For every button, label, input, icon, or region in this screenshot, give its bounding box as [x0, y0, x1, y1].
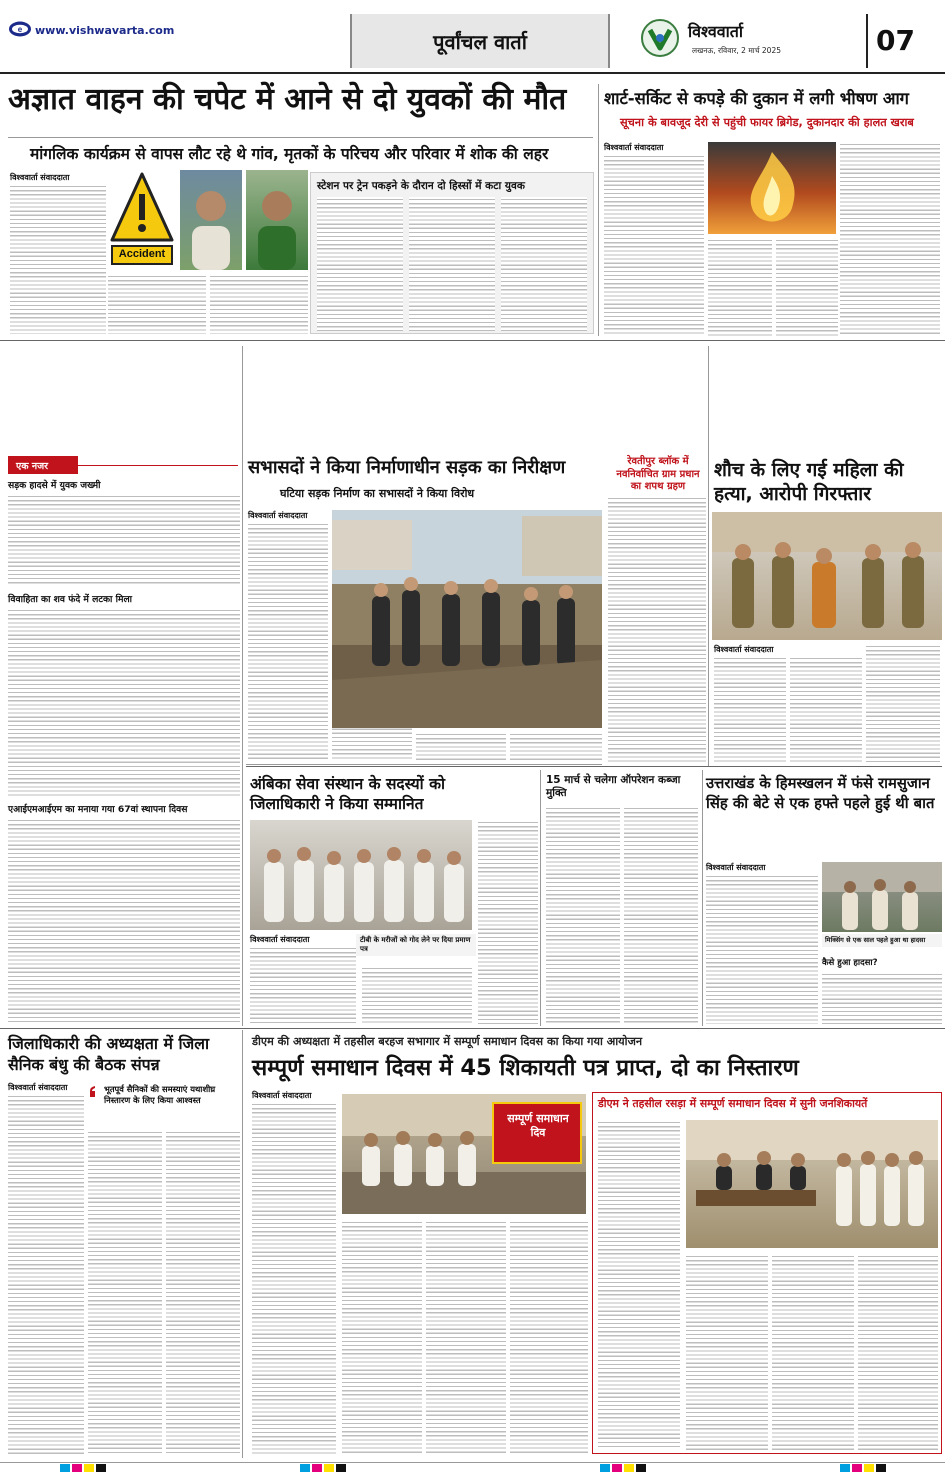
samadhan-body-col4	[510, 1220, 588, 1454]
pull-quote-icon	[88, 1084, 102, 1098]
uttarakhand-subhead: कैसे हुआ हादसा?	[822, 958, 878, 968]
samadhan-body-col1	[252, 1102, 336, 1454]
victim-photo-1	[180, 170, 242, 270]
rasda-body-col3	[772, 1254, 854, 1450]
ambika-body-col3	[478, 820, 538, 1024]
road-body-col4	[510, 732, 602, 760]
road-body-col3	[416, 732, 506, 760]
train-inset-box	[310, 172, 594, 334]
sainik-headline: जिलाधिकारी की अध्यक्षता में जिला सैनिक बंधु की बैठक संपन्न	[8, 1034, 210, 1074]
samadhan-headline: सम्पूर्ण समाधान दिवस में 45 शिकायती पत्र प्राप्त, दो का निस्तारण	[252, 1055, 799, 1081]
police-group-icon	[712, 512, 942, 640]
sainik-body-col3	[166, 1130, 240, 1454]
ambika-headline: अंबिका सेवा संस्थान के सदस्यों को जिलाधिकारी ने किया सम्मानित	[250, 775, 446, 813]
murder-body-col2	[790, 656, 862, 762]
victim-photo-2	[246, 170, 308, 270]
print-registration-strip	[0, 1458, 945, 1474]
accident-label: Accident	[118, 248, 166, 260]
arrest-photo	[712, 512, 942, 640]
samadhan-meeting-photo	[342, 1094, 586, 1214]
uttarakhand-photo	[822, 862, 942, 932]
oath-body	[608, 496, 706, 762]
brand-logo-icon	[640, 18, 680, 58]
rasda-body-col4	[858, 1254, 938, 1450]
page-number: 07	[876, 24, 915, 57]
lead-subhead: मांगलिक कार्यक्रम से वापस लौट रहे थे गांव, मृतकों के परिचय और परिवार में शोक की लहर	[30, 145, 549, 163]
uttarakhand-body-col2	[822, 972, 942, 1024]
fire-body-col2	[708, 238, 772, 336]
murder-headline: शौच के लिए गई महिला की हत्या, आरोपी गिरफ्तार	[714, 459, 904, 505]
sainik-body-col1	[8, 1094, 84, 1454]
sainik-body-col2	[88, 1130, 162, 1454]
operation-body-col2	[624, 806, 698, 1024]
fire-body-col1	[604, 154, 704, 336]
murder-byline: विश्ववार्ता संवाददाता	[714, 645, 774, 654]
site-url[interactable]: www.vishwavarta.com	[35, 24, 175, 37]
fire-byline: विश्ववार्ता संवाददाता	[604, 143, 664, 152]
family-photo-icon	[822, 862, 942, 932]
ek-nazar-item-body	[8, 608, 240, 796]
fire-photo	[708, 142, 836, 234]
ek-nazar-item-body	[8, 818, 240, 1022]
samadhan-byline: विश्ववार्ता संवाददाता	[252, 1091, 312, 1100]
uttarakhand-byline: विश्ववार्ता संवाददाता	[706, 863, 766, 872]
ek-nazar-item-body	[8, 494, 240, 586]
lead-body-col2	[108, 274, 206, 334]
rasda-headline: डीएम ने तहसील रसड़ा में सम्पूर्ण समाधान दिवस में सुनी जनशिकायतें	[598, 1097, 868, 1110]
samadhan-kicker: डीएम की अध्यक्षता में तहसील बरहज सभागार में सम्पूर्ण समाधान दिवस का किया गया आयोजन	[252, 1035, 643, 1048]
ambika-body-col1	[250, 946, 356, 1024]
ambika-byline: विश्ववार्ता संवाददाता	[250, 935, 310, 944]
samadhan-body-col2	[342, 1220, 422, 1454]
brand-name: विश्ववार्ता	[688, 22, 744, 41]
person-icon	[180, 170, 242, 270]
section-title-bar	[350, 14, 610, 68]
operation-body-col1	[546, 806, 620, 1024]
ek-nazar-title: एक नजर	[16, 461, 49, 472]
svg-text:e: e	[17, 25, 23, 34]
site-logo-icon	[8, 20, 32, 38]
rasda-body-col2	[686, 1254, 768, 1450]
samadhan-banner-text: सम्पूर्ण समाधान दिव	[507, 1112, 569, 1139]
uttarakhand-body-col1	[706, 874, 818, 1024]
samadhan-banner	[492, 1102, 582, 1164]
uttarakhand-photo-caption: मिक्सिंग से एक साल पहले हुआ था हादसा	[822, 934, 942, 947]
sainik-pull-quote: भूतपूर्व सैनिकों की समस्याएं यथाशीघ्र निस्तारण के लिए किया आश्वस्त	[104, 1084, 216, 1105]
accident-sign-photo	[108, 170, 176, 270]
fire-headline: शार्ट-सर्किट से कपड़े की दुकान में लगी भीषण आग	[604, 89, 909, 108]
lead-body-col3	[210, 274, 308, 334]
ambika-body-col2	[362, 966, 472, 1024]
murder-body-col3	[866, 644, 940, 762]
sainik-byline: विश्ववार्ता संवाददाता	[8, 1083, 68, 1092]
lead-body-col1	[10, 184, 106, 334]
dateline: लखनऊ, रविवार, 2 मार्च 2025	[692, 46, 781, 55]
ek-nazar-item-heading: एआईएमआईएम का मनाया गया 67वां स्थापना दिवस	[8, 804, 188, 815]
road-inspection-photo	[332, 510, 602, 728]
person-icon	[246, 170, 308, 270]
ek-nazar-tab	[8, 456, 78, 474]
flame-icon	[708, 142, 836, 234]
ambika-photo-caption: टीबी के मरीजों को गोद लेने पर दिया प्रमाण पत्र	[356, 934, 476, 956]
ambika-felicitation-photo	[250, 820, 472, 930]
public-hearing-icon	[686, 1120, 938, 1248]
road-headline: सभासदों ने किया निर्माणाधीन सड़क का निरीक्षण	[248, 457, 566, 478]
people-group-icon	[250, 820, 472, 930]
lead-byline: विश्ववार्ता संवाददाता	[10, 173, 70, 182]
uttarakhand-headline: उत्तराखंड के हिमस्खलन में फंसे रामसुजान सिंह की बेटे से एक हफ्ते पहले हुई थी बात	[706, 775, 935, 812]
operation-headline: 15 मार्च से चलेगा ऑपरेशन कब्जा मुक्ति	[546, 774, 681, 799]
road-byline: विश्ववार्ता संवाददाता	[248, 511, 308, 520]
rasda-meeting-photo	[686, 1120, 938, 1248]
fire-subhead: सूचना के बावजूद देरी से पहुंची फायर ब्रिगेड, दुकानदार की हालत खराब	[620, 116, 914, 129]
oath-headline: रेवतीपुर ब्लॉक में नवनिर्वाचित ग्राम प्रधान का शपथ ग्रहण	[616, 456, 700, 492]
fire-body-col4	[840, 142, 940, 336]
samadhan-body-col3	[426, 1220, 506, 1454]
rasda-body-col1	[598, 1120, 680, 1450]
ek-nazar-item-heading: विवाहिता का शव फंदे में लटका मिला	[8, 594, 133, 605]
fire-body-col3	[776, 238, 838, 336]
road-subhead: घटिया सड़क निर्माण का सभासदों ने किया विरोध	[280, 487, 475, 500]
section-title: पूर्वांचल वार्ता	[433, 30, 527, 54]
train-inset-head: स्टेशन पर ट्रेन पकड़ने के दौरान दो हिस्सों में कटा युवक	[317, 180, 525, 192]
road-body-col1	[248, 522, 328, 762]
ek-nazar-item-heading: सड़क हादसे में युवक जख्मी	[8, 480, 101, 491]
lead-headline: अज्ञात वाहन की चपेट में आने से दो युवकों की मौत	[8, 82, 567, 117]
murder-body-col1	[714, 656, 786, 762]
group-photo-icon	[332, 510, 602, 728]
